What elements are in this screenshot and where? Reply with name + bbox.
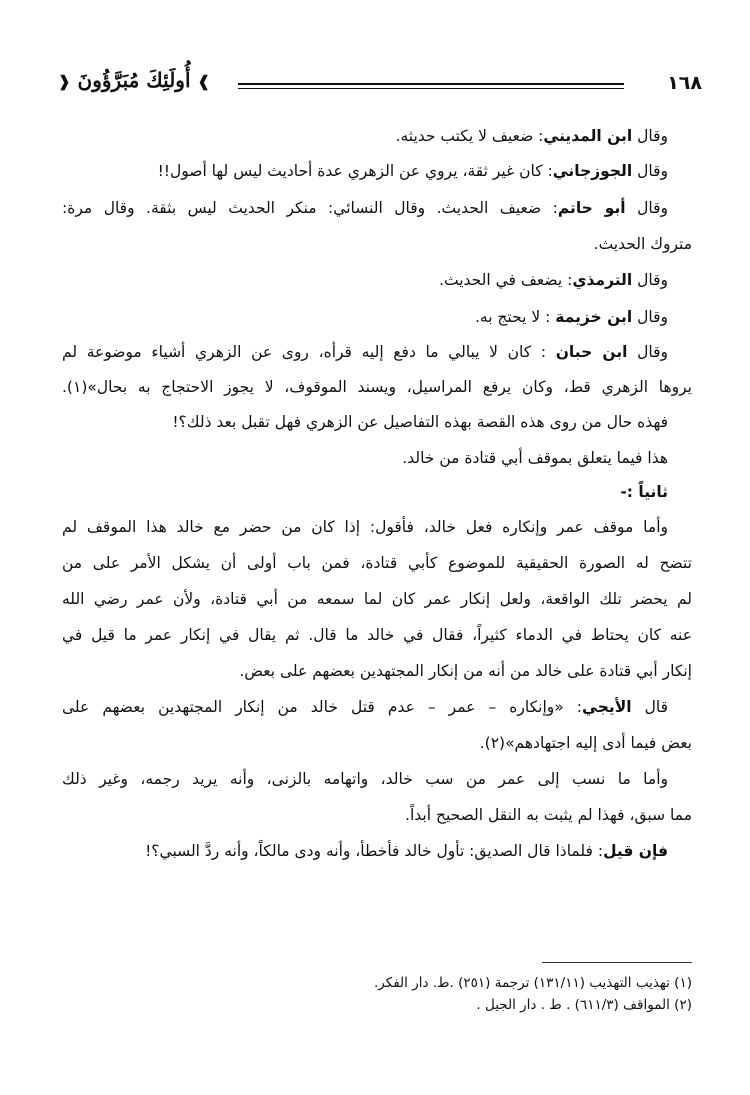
scholar-name: ابن حبان — [555, 343, 628, 361]
page-number: ١٦٨ — [667, 72, 702, 94]
text-line: فهذه حال من روى هذه القصة بهذه التفاصيل عن الزهري فهل تقبل بعد ذلك؟! — [172, 413, 668, 431]
text-line: لم يحضر تلك الواقعة، ولعل إنكار عمر كان لما سمعه من أبي قتادة، ولأن عمر رضي الله — [62, 590, 692, 608]
text-line: متروك الحديث. — [593, 235, 692, 253]
text-line: تتضح له الصورة الحقيقية للموضوع كأبي قتادة، فمن باب أولى أن يشكل الأمر على من — [62, 554, 692, 572]
text-line: وقال ابن خزيمة : لا يحتج به. — [474, 308, 668, 326]
text-line: وقال ابن المديني: ضعيف لا يكتب حديثه. — [395, 127, 668, 145]
text-line: وقال ابن حبان : كان لا يبالي ما دفع إليه قرأه، روى عن الزهري أشياء موضوعة لم — [62, 343, 668, 361]
ornament-right-icon: ❱ — [197, 72, 211, 91]
text-line: وقال الترمذي: يضعف في الحديث. — [439, 271, 668, 289]
scholar-name: الجوزجاني — [552, 162, 633, 180]
scholar-name: ابن خزيمة — [555, 308, 633, 326]
objection-label: فإن قيل — [603, 842, 668, 860]
text-line: بعض فيما أدى إليه اجتهادهم»(٢). — [479, 734, 692, 752]
scholar-name: ابن المديني — [543, 127, 633, 145]
section-heading: ثانياً :- — [620, 483, 668, 501]
scholar-name: الترمذي — [572, 271, 633, 289]
text-line: عنه كان يحتاط في الدماء كثيراً، فقال في خالد ما قال. ثم يقال في إنكار عمر ما قيل في — [62, 626, 692, 644]
scholar-name: أبو حاتم — [557, 199, 626, 217]
text-line: هذا فيما يتعلق بموقف أبي قتادة من خالد. — [402, 449, 668, 467]
text-line: إنكار أبي قتادة على خالد من أنه من إنكار المجتهدين بعضهم على بعض. — [239, 662, 692, 680]
text-line: يروها الزهري قط، وكان يرفع المراسيل، ويسند الموقوف، لا يجوز الاحتجاج به بحال»(١). — [62, 378, 692, 396]
text-line: فإن قيل: فلماذا قال الصديق: تأول خالد فأخطأ، وأنه ودى مالكاً، وأنه ردَّ السبي؟! — [145, 842, 668, 860]
text-line: وقال أبو حاتم: ضعيف الحديث. وقال النسائي: منكر الحديث ليس بثقة. وقال مرة: — [62, 199, 668, 217]
footnote-divider — [542, 962, 692, 963]
text-line: وأما موقف عمر وإنكاره فعل خالد، فأقول: إذا كان من حضر مع خالد هذا الموقف لم — [62, 518, 668, 536]
running-title — [58, 68, 210, 92]
footnote: (١) تهذيب التهذيب (١٣١/١١) ترجمة (٢٥١) .ط. دار الفكر. — [374, 975, 692, 991]
text-line: وقال الجوزجاني: كان غير ثقة، يروي عن الزهري عدة أحاديث ليس لها أصول!! — [157, 162, 668, 180]
scholar-name: الأيجي — [582, 698, 632, 716]
header-rule — [238, 83, 624, 89]
text-line: قال الأيجي: «وإنكاره – عمر – عدم قتل خالد من إنكار المجتهدين بعضهم على — [62, 698, 668, 716]
book-title: أُولَئِكَ مُبَرَّؤُونَ — [77, 68, 191, 92]
page-header — [52, 66, 702, 106]
footnote: (٢) المواقف (٦١١/٣) . ط . دار الجيل . — [476, 997, 692, 1013]
text-line: مما سبق، فهذا لم يثبت به النقل الصحيح أبداً. — [405, 806, 692, 824]
text-line: وأما ما نسب إلى عمر من سب خالد، واتهامه بالزنى، وأنه يريد رجمه، وغير ذلك — [62, 770, 668, 788]
ornament-left-icon: ❰ — [58, 72, 71, 91]
